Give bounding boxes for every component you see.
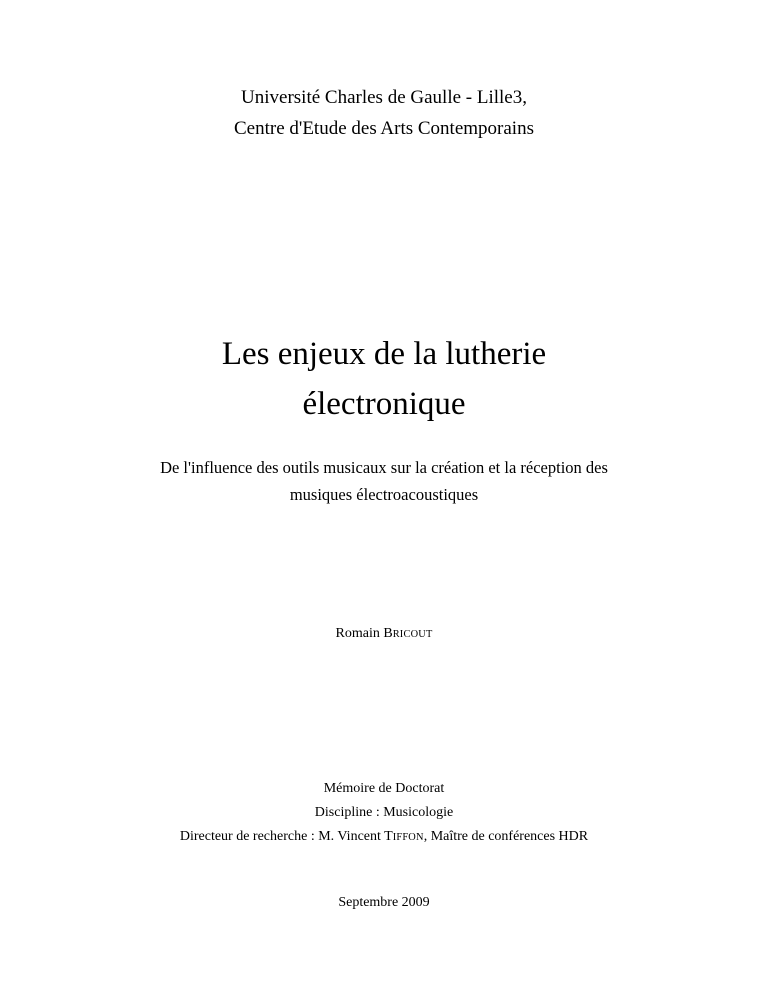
subtitle-line-2: musiques électroacoustiques	[289, 485, 479, 504]
research-director	[0, 830, 768, 844]
author-last-name-initial: B	[383, 626, 393, 641]
author-first-name: Romain	[335, 626, 384, 641]
institution-department: Centre d'Etude des Arts Contemporains	[234, 118, 534, 139]
author-last-name-rest: RICOUT	[392, 629, 433, 640]
title-line-1: Les enjeux de la lutherie	[221, 336, 547, 372]
director-prefix: Directeur de recherche : M. Vincent	[179, 829, 385, 844]
discipline: Discipline : Musicologie	[314, 805, 454, 820]
director-title: , Maître de conférences HDR	[423, 829, 589, 844]
title-line-2: électronique	[302, 386, 466, 422]
subtitle-line-1: De l'influence des outils musicaux sur la création et la réception des	[160, 458, 608, 477]
author-name	[0, 627, 768, 641]
degree-type: Mémoire de Doctorat	[323, 781, 445, 796]
submission-date: Septembre 2009	[338, 895, 430, 910]
director-last-name-initial: T	[384, 829, 393, 844]
director-last-name-rest: IFFON	[392, 832, 424, 843]
institution-name: Université Charles de Gaulle - Lille3,	[241, 87, 527, 108]
